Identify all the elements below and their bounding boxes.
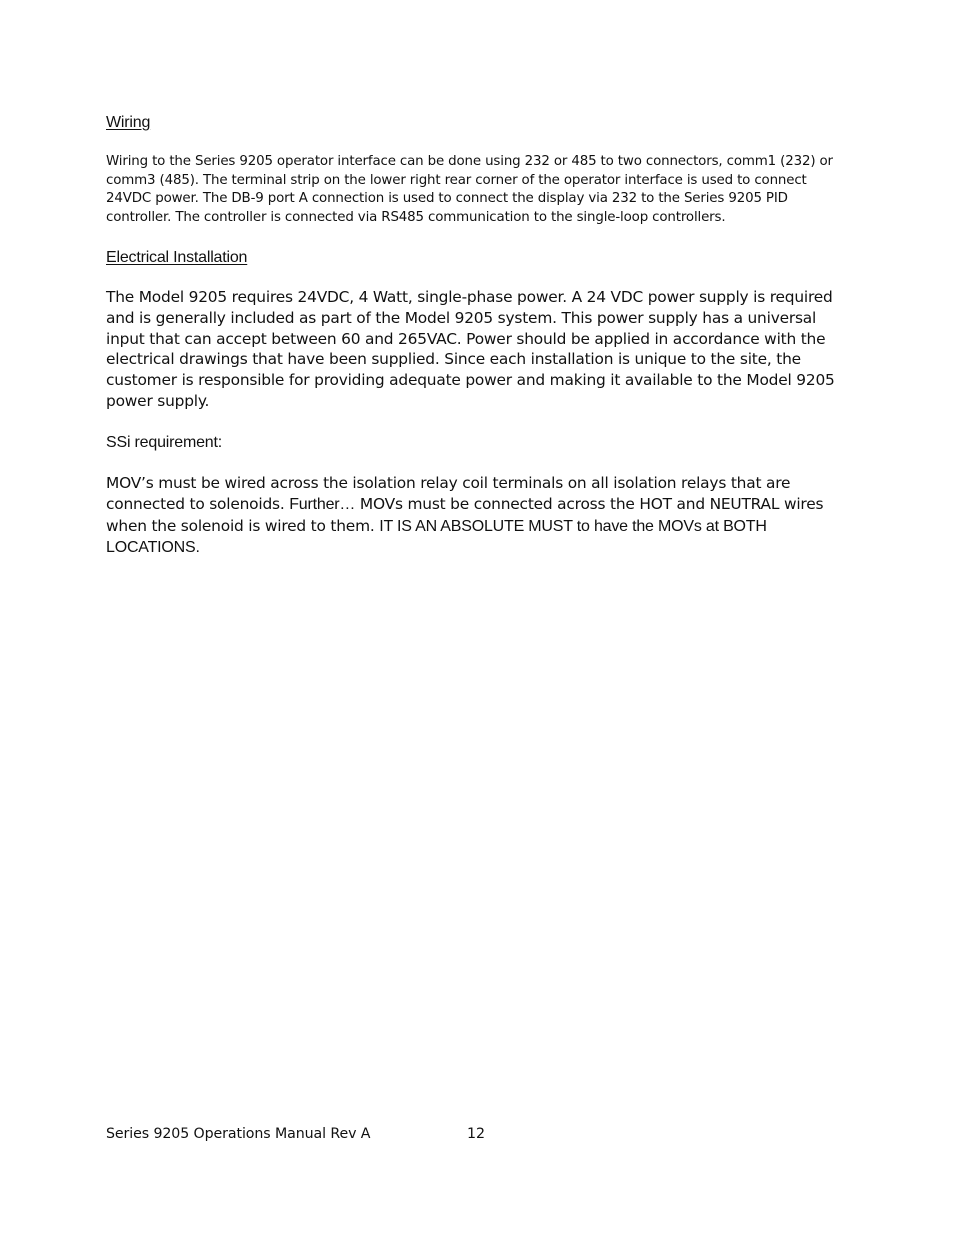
electrical-installation-heading: Electrical Installation [106, 249, 248, 266]
footer-manual-title: Series 9205 Operations Manual Rev A [106, 1126, 371, 1142]
ssi-text-part2: MOVs must be connected across the HOT and NEUTRAL wires when the solenoid is wired to them. [106, 494, 824, 535]
electrical-installation-paragraph: The Model 9205 requires 24VDC, 4 Watt, single-phase power. A 24 VDC power supply is required and is generally included as part of the Model 9205 system. This power supply has a universal input that can accept between 60 and 265VAC. Power should be applied in accordance with the electrical drawings that have been supplied. Since each installation is unique to the site, the customer is responsible for providing adequate power and making it available to the Model 9205 power supply. [106, 288, 835, 410]
ssi-requirement-heading: SSi requirement: [106, 434, 222, 451]
ssi-text-part1: MOV’s must be wired across the isolation relay coil terminals on all isolation relays that are connected to solenoids. [106, 474, 791, 513]
ssi-emphasis-absolute-must: IT IS AN ABSOLUTE MUST to have the MOVs at BOTH LOCATIONS. [106, 517, 767, 557]
ssi-emphasis-further: Further… [289, 495, 356, 513]
wiring-heading: Wiring [106, 114, 151, 131]
ssi-requirement-paragraph [106, 473, 846, 559]
footer-page-number: 12 [467, 1126, 486, 1142]
wiring-paragraph: Wiring to the Series 9205 operator interface can be done using 232 or 485 to two connectors, comm1 (232) or comm3 (485). The terminal strip on the lower right rear corner of the operator interface is used to connect 24VDC power. The DB-9 port A connection is used to connect the display via 232 to the Series 9205 PID controller. The controller is connected via RS485 communication to the single-loop controllers. [106, 154, 833, 226]
